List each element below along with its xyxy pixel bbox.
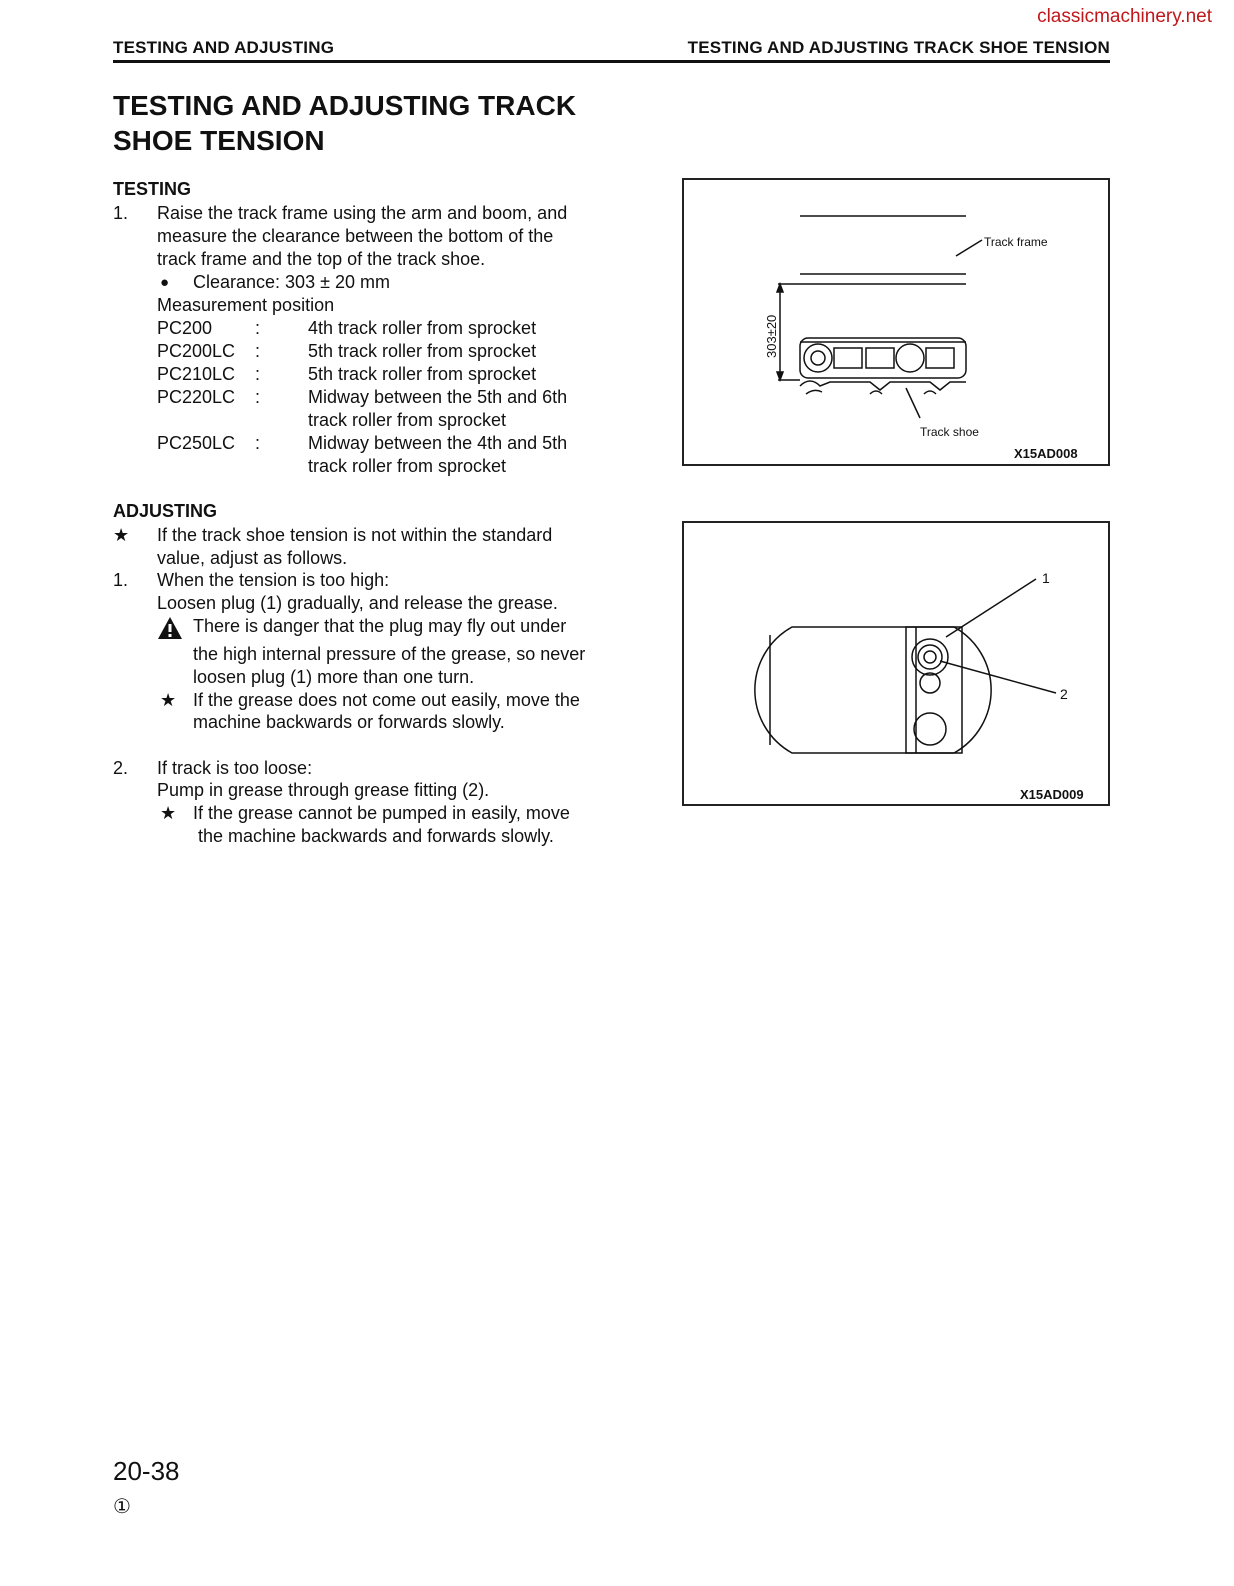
model-name: PC210LC [157,364,236,384]
model-position: Midway between the 4th and 5th [308,433,568,453]
model-separator: : [255,387,261,407]
label-fitting-2: 2 [1060,686,1068,702]
step2-note-line1: If the grease cannot be pumped in easily, move [193,803,570,823]
model-position-cont: track roller from sprocket [308,410,507,430]
testing-heading: TESTING [113,179,192,199]
measurement-position-label: Measurement position [157,295,335,315]
step2-note-line2: the machine backwards and forwards slowly. [198,826,554,846]
model-position: Midway between the 5th and 6th [308,387,568,407]
step2-number: 2. [113,758,129,778]
adjusting-intro-line1: If the track shoe tension is not within the standard [157,525,553,545]
model-position: 5th track roller from sprocket [308,341,537,361]
grease-fitting-drawing [684,523,1108,804]
header-right: TESTING AND ADJUSTING TRACK SHOE TENSION [687,38,1110,57]
watermark: classicmachinery.net [1037,6,1212,27]
testing-step-number: 1. [113,203,129,223]
model-position: 5th track roller from sprocket [308,364,537,384]
figure-code: X15AD008 [1014,446,1078,461]
figure-grease-fitting [682,521,1110,806]
page-number: 20-38 [113,1456,180,1486]
step2-title: If track is too loose: [157,758,313,778]
step1-number: 1. [113,570,129,590]
model-name: PC200LC [157,341,236,361]
warning-line3: loosen plug (1) more than one turn. [193,667,475,687]
testing-step-line2: measure the clearance between the bottom of the [157,226,554,246]
warning-icon [157,616,183,640]
warning-line1: There is danger that the plug may fly out under [193,616,567,636]
adjusting-intro-line2: value, adjust as follows. [157,548,348,568]
label-dimension: 303±20 [764,314,779,358]
star-icon: ★ [113,525,130,545]
model-name: PC220LC [157,387,236,407]
warning-line2: the high internal pressure of the grease, so never [193,644,586,664]
star-icon: ★ [160,690,177,710]
header-left: TESTING AND ADJUSTING [113,38,335,57]
revision-mark: ① [113,1496,131,1518]
model-separator: : [255,341,261,361]
clearance-spec: Clearance: 303 ± 20 mm [193,272,390,292]
model-position: 4th track roller from sprocket [308,318,537,338]
step1-note-line1: If the grease does not come out easily, move the [193,690,580,710]
model-separator: : [255,318,261,338]
header-rule [113,60,1110,63]
bullet-icon: ● [160,274,170,291]
page-title-line1: TESTING AND ADJUSTING TRACK [113,90,577,121]
model-separator: : [255,364,261,384]
star-icon: ★ [160,803,177,823]
step1-note-line2: machine backwards or forwards slowly. [193,712,505,732]
figure-track-clearance [682,178,1110,466]
page-title-line2: SHOE TENSION [113,125,325,156]
model-separator: : [255,433,261,453]
step1-title: When the tension is too high: [157,570,390,590]
track-clearance-drawing [684,180,1108,464]
model-name: PC200 [157,318,213,338]
model-name: PC250LC [157,433,236,453]
adjusting-heading: ADJUSTING [113,501,218,521]
testing-step-line3: track frame and the top of the track shoe. [157,249,486,269]
step1-text: Loosen plug (1) gradually, and release the grease. [157,593,558,613]
label-plug-1: 1 [1042,570,1050,586]
step2-text: Pump in grease through grease fitting (2). [157,780,490,800]
label-track-frame: Track frame [984,235,1048,249]
page-title [113,88,576,158]
testing-step-line1: Raise the track frame using the arm and boom, and [157,203,568,223]
label-track-shoe: Track shoe [920,425,979,439]
figure-code: X15AD009 [1020,787,1084,802]
model-position-cont: track roller from sprocket [308,456,507,476]
